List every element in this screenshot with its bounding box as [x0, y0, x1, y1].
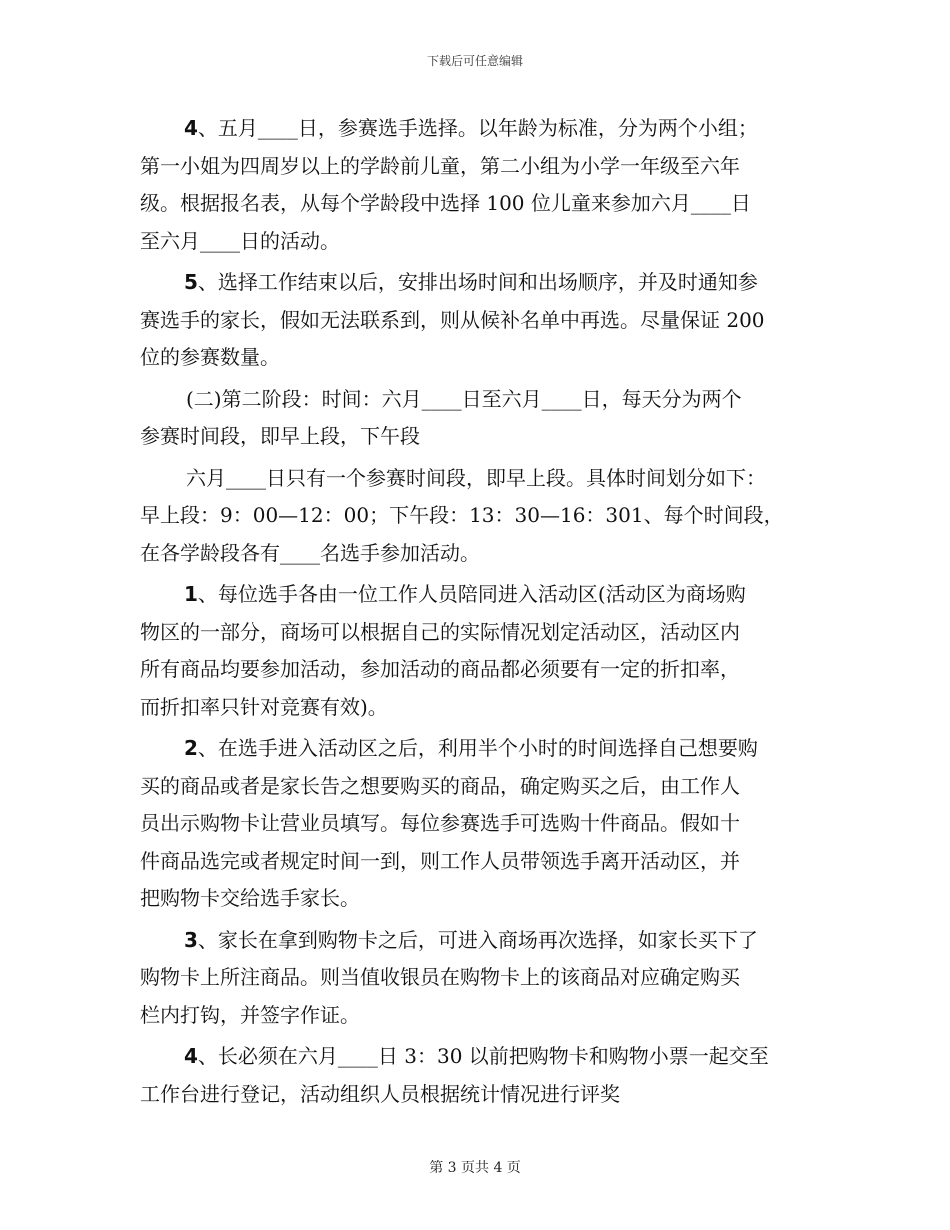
paragraph-3-parent-purchase [140, 922, 820, 1035]
document-body [140, 110, 820, 1113]
paragraph-line: 所有商品均要参加活动，参加活动的商品都必须要有一定的折扣率， [140, 657, 740, 681]
paragraph-line: 在各学龄段各有____名选手参加活动。 [140, 540, 480, 565]
paragraph-line: 早上段：9：00—12：00；下午段：13：30—16：301、每个时间段， [140, 503, 784, 527]
paragraph-time-schedule [140, 460, 820, 573]
paragraph-stage-two [140, 381, 820, 456]
paragraph-line: 、五月____日，参赛选手选择。以年龄为标准，分为两个小组； [197, 116, 758, 140]
paragraph-line: 、每位选手各由一位工作人员陪同进入活动区(活动区为商场购 [197, 582, 746, 606]
paragraph-4-may [140, 110, 820, 260]
paragraph-1-activity-area [140, 576, 820, 726]
paragraph-2-shopping [140, 730, 820, 918]
paragraph-line: 参赛时间段，即早上段，下午段 [140, 424, 420, 448]
paragraph-line: 买的商品或者是家长告之想要购买的商品，确定购买之后，由工作人 [140, 773, 740, 798]
paragraph-line: 第一小姐为四周岁以上的学龄前儿童，第二小组为小学一年级至六年 [140, 153, 740, 178]
item-number: 5 [184, 270, 198, 294]
paragraph-line: (二)第二阶段：时间：六月____日至六月____日，每天分为两个 [186, 386, 742, 411]
paragraph-line: 工作台进行登记，活动组织人员根据统计情况进行评奖 [140, 1081, 620, 1106]
paragraph-line: 而折扣率只针对竞赛有效)。 [140, 694, 388, 719]
paragraph-line: 、家长在拿到购物卡之后，可进入商场再次选择，如家长买下了 [197, 927, 758, 952]
item-number: 1 [184, 582, 198, 606]
item-number: 4 [184, 116, 198, 140]
paragraph-line: 、在选手进入活动区之后，利用半个小时的时间选择自己想要购 [197, 736, 758, 760]
paragraph-line: 物区的一部分，商场可以根据自己的实际情况划定活动区，活动区内 [140, 619, 740, 644]
paragraph-line: 至六月____日的活动。 [140, 228, 340, 253]
paragraph-line: 、长必须在六月____日 3：30 以前把购物卡和购物小票一起交至 [197, 1044, 769, 1068]
paragraph-line: 把购物卡交给选手家长。 [140, 886, 360, 910]
paragraph-line: 位的参赛数量。 [140, 345, 280, 369]
paragraph-4-registration [140, 1038, 820, 1113]
item-number: 3 [184, 927, 198, 952]
paragraph-line: 、选择工作结束以后，安排出场时间和出场顺序，并及时通知参 [197, 270, 758, 294]
item-number: 2 [184, 736, 198, 760]
paragraph-line: 六月____日只有一个参赛时间段，即早上段。具体时间划分如下： [186, 465, 766, 490]
paragraph-line: 栏内打钩，并签字作证。 [140, 1002, 360, 1027]
paragraph-5-selection [140, 264, 820, 377]
paragraph-line: 级。根据报名表，从每个学龄段中选择 100 位儿童来参加六月____日 [140, 191, 751, 215]
page-header: 下载后可任意编辑 [426, 54, 523, 68]
paragraph-line: 赛选手的家长，假如无法联系到，则从候补名单中再选。尽量保证 200 [140, 307, 765, 332]
paragraph-line: 购物卡上所注商品。则当值收银员在购物卡上的该商品对应确定购买 [140, 965, 740, 989]
paragraph-line: 员出示购物卡让营业员填写。每位参赛选手可选购十件商品。假如十 [140, 811, 740, 835]
item-number: 4 [184, 1044, 198, 1068]
paragraph-line: 件商品选完或者规定时间一到，则工作人员带领选手离开活动区，并 [140, 848, 740, 873]
page-footer: 第 3 页共 4 页 [429, 1160, 521, 1176]
